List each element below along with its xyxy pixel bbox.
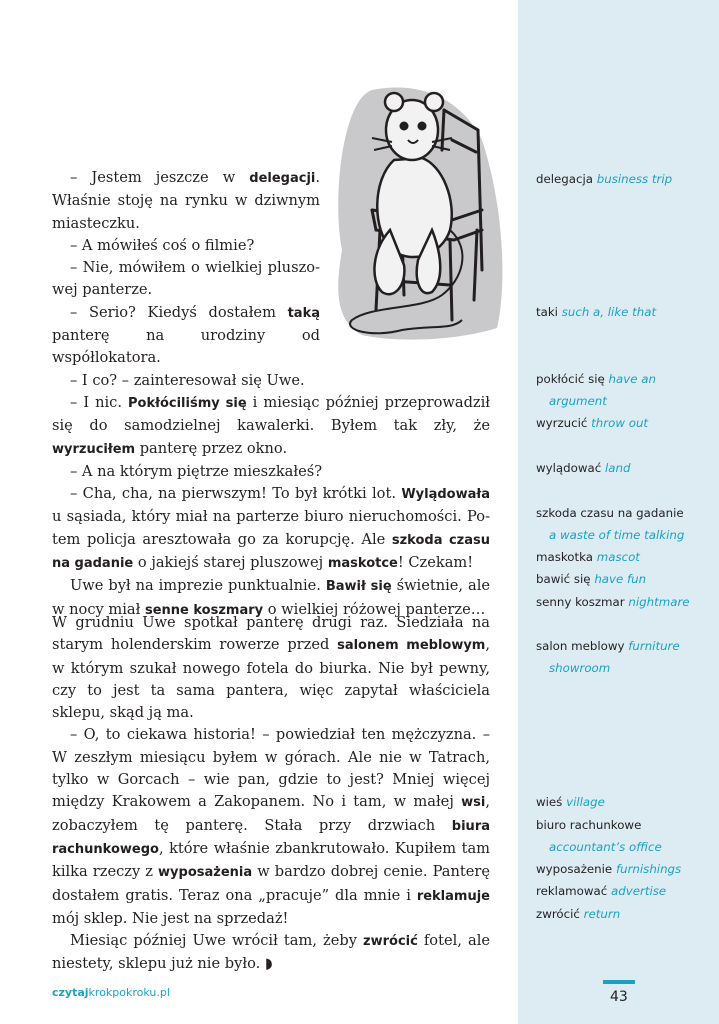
glossary-entry: salon meblowy furniture showroom — [536, 639, 680, 675]
end-mark: ◗ — [264, 955, 273, 973]
glossary-entry: pokłócić się have an argument — [536, 372, 656, 408]
glossary-entry: maskotka mascot — [536, 550, 640, 564]
keyword: reklamuje — [416, 888, 490, 904]
paragraph: – I nic. Pokłóciliśmy się i miesiąc później przeprowadził się do samodzielnej kawalerki. Byłem tak zły, że wyrzuciłem panterę przez okno. — [52, 393, 491, 457]
glossary-entry: delegacja business trip — [536, 172, 673, 186]
website-link[interactable]: czytajkrokpokroku.pl — [52, 986, 170, 999]
page-number: 43 — [610, 989, 628, 1005]
keyword: wyrzuciłem — [52, 441, 136, 457]
story-part-1 — [52, 167, 490, 622]
glossary-entry: wyrzucić throw out — [536, 416, 649, 430]
keyword: zwrócić — [363, 934, 418, 950]
keyword: wyposażenia — [158, 865, 253, 881]
paragraph: – Nie, mówiłem o wielkiej pluszowej panterze. — [52, 259, 320, 299]
paragraph: – O, to ciekawa historia! – powiedział ten mężczyzna. – W zeszłym miesiącu byłem w górach. Ale nie w Tatrach, tylko w Gorcach – wie pan, gdzie to jest? Mniej więcej między Krakowem a Zakopanem. No i tam, w małej wsi, zobaczyłem tę panterę. Stała przy drzwiach biura rachunkowego, które właśnie zbankrutowało. Kupiłem tam kilka rzeczy z wyposażenia w bardzo dobrej cenie. Panterę dostałem gratis. Teraz ona „pracuje” dla mnie i reklamuje mój sklep. Nie jest na sprzedaż! — [52, 726, 490, 927]
keyword: senne koszmary — [144, 602, 264, 618]
paragraph: – A na którym piętrze mieszkałeś? — [70, 462, 323, 480]
paragraph: – I co? – zainteresował się Uwe. — [70, 371, 305, 389]
paragraph: W grudniu Uwe spotkał panterę drugi raz. Siedziała na starym holenderskim rowerze przed salonem meblowym, w którym szukał nowego fotela do biurka. Nie był pewny, czy to jest ta sama pantera, więc zapytał właściciela sklepu, skąd ją ma. — [52, 614, 490, 722]
glossary-entry: biuro rachunkowe accountant’s office — [536, 818, 662, 854]
paragraph: – Cha, cha, na pierwszym! To był krótki lot. Wylądowała u sąsiada, który miał na parterze biuro nieruchomości. Potem policja aresztowała go za korupcję. Ale szkoda czasu na gadanie o jakiejś starej pluszowej maskotce! Czekam! — [52, 485, 490, 572]
keyword: salonem meblowym — [337, 638, 486, 654]
keyword: biura rachunkowego — [52, 818, 490, 857]
page-number-bar — [603, 980, 635, 984]
paragraph: Uwe był na imprezie punktualnie. Bawił się świetnie, ale w nocy miał senne koszmary o wielkiej różowej panterze… — [52, 577, 490, 618]
keyword: Wylądowała — [401, 487, 490, 503]
glossary-entry: senny koszmar nightmare — [536, 595, 690, 609]
glossary-entry: bawić się have fun — [536, 572, 647, 586]
glossary-entry: wyposażenie furnishings — [536, 862, 682, 876]
glossary-entry: zwrócić return — [536, 907, 621, 921]
keyword: Pokłóciliśmy się — [128, 395, 247, 411]
keyword: maskotce — [327, 556, 398, 572]
keyword: szkoda czasu na gadanie — [52, 532, 490, 572]
keyword: wsi — [461, 795, 486, 811]
keyword: Bawił się — [325, 579, 392, 595]
paragraph: – Serio? Kiedyś dostałem taką panterę na urodziny od współlokatora. — [52, 303, 320, 367]
keyword: taką — [287, 305, 320, 321]
paragraph: – A mówiłeś coś o filmie? — [70, 236, 255, 254]
paragraph: Miesiąc później Uwe wrócił tam, żeby zwrócić fotel, ale niestety, sklepu już nie było. ◗ — [52, 932, 490, 973]
glossary-entry: taki such a, like that — [536, 305, 657, 319]
glossary-entry: wylądować land — [536, 461, 631, 475]
glossary-entry: reklamować advertise — [536, 884, 667, 898]
glossary-entry: szkoda czasu na gadanie a waste of time talking — [536, 506, 685, 542]
glossary-entry: wieś village — [536, 795, 605, 809]
paragraph: – Jestem jeszcze w delegacji. Właśnie stoję na rynku w dziwnym miasteczku. — [52, 169, 320, 232]
keyword: delegacji — [249, 171, 316, 186]
story-part-2 — [52, 612, 490, 976]
